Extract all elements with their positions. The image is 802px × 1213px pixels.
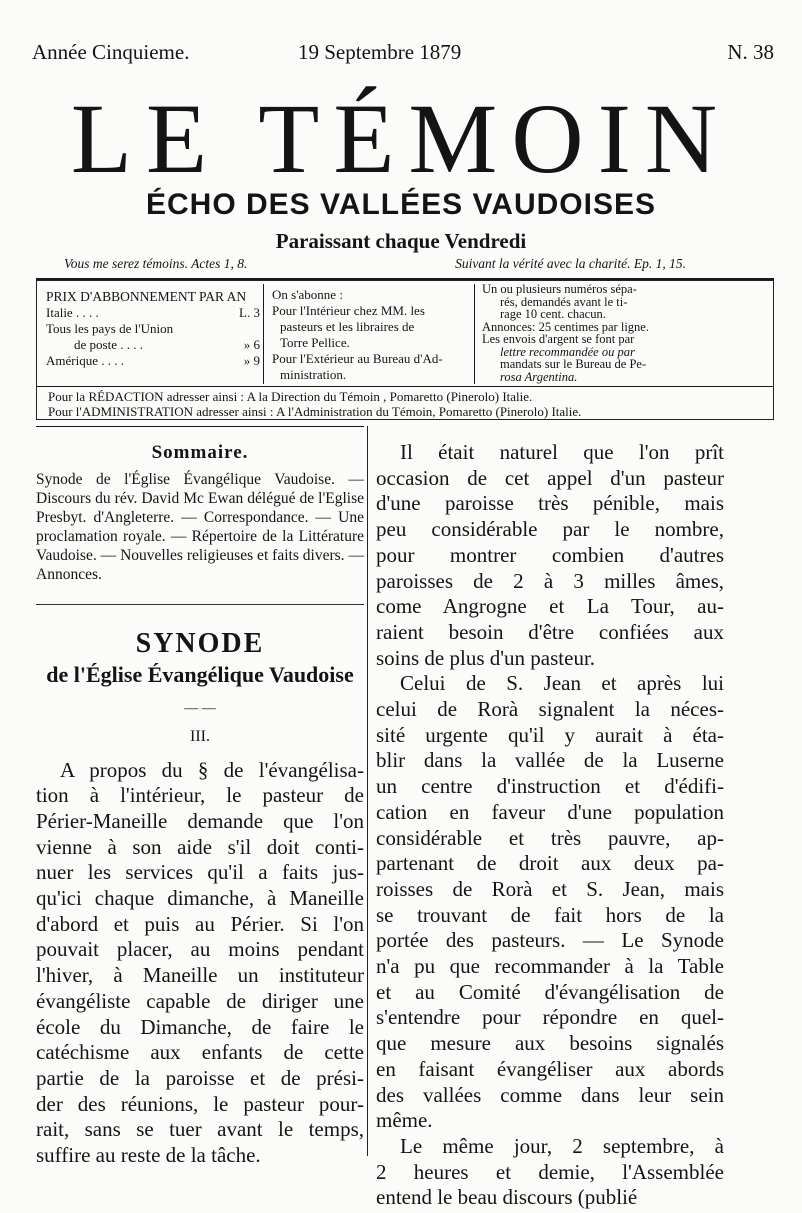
text-line: se trouvant de fait hors de la: [376, 902, 724, 927]
subscribe-line: On s'abonne :: [272, 287, 343, 302]
subscription-heading: PRIX D'ABBONNEMENT PAR AN: [46, 289, 247, 304]
numbers-line: mandats sur le Bureau de Pe-: [500, 357, 647, 371]
price-value: » 6: [243, 337, 260, 352]
text-line: l'hiver, à Maneille un instituteur: [36, 963, 364, 988]
sommaire-text: Synode de l'Église Évangélique Vaudoise. — Discours du rév. David Mc Ewan délégué de l'Eglise Presbyt. d'Angleterre. — Correspondance. — Une proclamation royale. — Répertoire de la Littérature Vaudoise. — Nouvelles religieuses et faits divers. — Annonces.: [36, 470, 364, 583]
text-line: soins de plus d'un pasteur.: [376, 645, 596, 670]
text-line: paroisses de 2 à 3 milles âmes,: [376, 568, 724, 593]
text-line: nuer les services qu'il a faits jus-: [36, 860, 364, 885]
text-line: A propos du § de l'évangélisa-: [60, 757, 364, 782]
text-line: 2 heures et demie, l'Assemblée: [376, 1159, 724, 1184]
text-line: suffire au reste de la tâche.: [36, 1143, 261, 1168]
left-column: [36, 440, 364, 1169]
price-row: [46, 353, 260, 369]
text-line: pour montrer combien d'autres: [376, 542, 724, 567]
text-line: Périer-Maneille demande que l'on: [36, 808, 364, 833]
numbers-line: Annonces: 25 centimes par ligne.: [482, 319, 649, 334]
article-subtitle: de l'Église Évangélique Vaudoise: [46, 662, 354, 688]
price-value: L. 3: [239, 305, 260, 320]
text-line: portée des pasteurs. — Le Synode: [376, 928, 724, 953]
subscription-prices: [46, 289, 260, 369]
text-line: n'a pu que recommander à la Table: [376, 954, 724, 979]
section-separator: [36, 604, 364, 605]
title-dash: — —: [184, 701, 216, 717]
article-left-text: [36, 758, 364, 1169]
text-line: pouvait placer, au moins pendant: [36, 937, 364, 962]
text-line: Celui de S. Jean et après lui: [400, 671, 724, 696]
numbers-line: rosa Argentina.: [500, 369, 578, 384]
newspaper-title: LE TÉMOIN: [70, 83, 732, 194]
year-label: Année Cinquieme.: [32, 40, 190, 64]
text-line: un centre d'instruction et d'édifi-: [376, 774, 724, 799]
article-part: III.: [190, 727, 210, 745]
text-line: roisses de Rorà et S. Jean, mais: [376, 876, 724, 901]
text-line: raient besoin d'être confiées aux: [376, 619, 724, 644]
text-line: que mesure aux besoins signalés: [376, 1031, 724, 1056]
text-line: Le même jour, 2 septembre, à: [400, 1133, 724, 1158]
column-divider: [367, 426, 368, 1156]
price-row: [46, 305, 260, 321]
text-line: blir dans la vallée de la Luserne: [376, 748, 724, 773]
numbers-line: rés, demandés avant le ti-: [500, 294, 628, 309]
price-label: Tous les pays de l'Union: [46, 321, 174, 336]
text-line: celui de Rorà signalent la néces-: [376, 697, 724, 722]
text-line: partie de la paroisse et de prési-: [36, 1065, 364, 1090]
price-label: de poste . . . .: [74, 337, 143, 352]
info-box-top-rule: [36, 278, 774, 280]
text-line: occasion de cet appel d'un pasteur: [376, 465, 724, 490]
right-column: [376, 440, 724, 1211]
text-line: tion à l'intérieur, le pasteur de: [36, 783, 364, 808]
subscribe-line: ministration.: [280, 367, 347, 382]
redaction-address: Pour la RÉDACTION adresser ainsi : A la Direction du Témoin , Pomaretto (Pinerolo) Italie.: [48, 389, 533, 404]
publication-frequency: Paraissant chaque Vendredi: [275, 229, 527, 253]
text-line: peu considérable par le nombre,: [376, 517, 724, 542]
text-line: come Angrogne et La Tour, au-: [376, 594, 724, 619]
numbers-info: [482, 283, 692, 383]
text-line: considérable et très pauvre, ap-: [376, 825, 724, 850]
subscribe-line: Pour l'Extérieur au Bureau d'Ad-: [272, 351, 443, 366]
subscribe-info: [272, 287, 468, 383]
price-value: » 9: [243, 353, 260, 368]
text-line: d'une paroisse très pénible, mais: [376, 491, 724, 516]
text-line: d'abord et puis au Périer. Si l'on: [36, 911, 364, 936]
text-line: partenant de droit aux deux pa-: [376, 851, 724, 876]
text-line: entend le beau discours (publié: [376, 1185, 638, 1210]
motto-right: Suivant la vérité avec la charité. Ep. 1, 15.: [455, 256, 686, 271]
text-line: der des réunions, le pasteur pour-: [36, 1091, 364, 1116]
numbers-line: rage 10 cent. chacun.: [500, 307, 606, 321]
column-top-rule: [36, 426, 364, 427]
text-line: qu'ici chaque dimanche, à Maneille: [36, 886, 364, 911]
subscribe-line: pasteurs et les libraires de: [280, 319, 415, 334]
text-line: vienne à son aide s'il doit conti-: [36, 834, 364, 859]
issue-line: [32, 40, 774, 70]
price-row: [46, 321, 260, 337]
text-line: catéchisme aux enfants de cette: [36, 1040, 364, 1065]
article-right-text: [376, 440, 724, 1211]
text-line: Il était naturel que l'on prît: [400, 440, 724, 464]
price-label: Italie . . . .: [46, 305, 99, 320]
info-box-address-rule: [36, 386, 774, 387]
text-line: des vallées comme dans leur sein: [376, 1082, 724, 1107]
text-line: s'entendre pour répondre en quel-: [376, 1005, 724, 1030]
sommaire-title: Sommaire.: [151, 442, 249, 463]
info-box-divider-2: [474, 284, 475, 384]
text-line: école du Dimanche, de faire le: [36, 1014, 364, 1039]
subscribe-line: Pour l'Intérieur chez MM. les: [272, 303, 425, 318]
price-label: Amérique . . . .: [46, 353, 124, 368]
numbers-line: Les envois d'argent se font par: [482, 332, 635, 346]
text-line: sité urgente qu'il y aurait à éta-: [376, 722, 724, 747]
numbers-line: lettre recommandée ou par: [500, 344, 635, 359]
text-line: cation en faveur d'une population: [376, 799, 724, 824]
numbers-line: Un ou plusieurs numéros sépa-: [482, 282, 637, 296]
text-line: et au Comité d'évangélisation de: [376, 979, 724, 1004]
text-line: même.: [376, 1108, 433, 1133]
article-title: SYNODE: [135, 627, 265, 659]
administration-address: Pour l'ADMINISTRATION adresser ainsi : A l'Administration du Témoin, Pomaretto (Pinerolo) Italie.: [48, 404, 582, 419]
text-line: en faisant évangéliser aux abords: [376, 1056, 724, 1081]
price-row: [46, 337, 260, 353]
issue-date: 19 Septembre 1879: [298, 40, 462, 64]
issue-number: N. 38: [727, 40, 774, 64]
info-box-divider-1: [263, 284, 264, 384]
text-line: rait, sans se tuer avant le temps,: [36, 1117, 364, 1142]
newspaper-subtitle: ÉCHO DES VALLÉES VAUDOISES: [146, 188, 656, 221]
motto-left: Vous me serez témoins. Actes 1, 8.: [64, 256, 248, 271]
subscribe-line: Torre Pellice.: [280, 335, 350, 350]
text-line: évangéliste capable de diriger une: [36, 988, 364, 1013]
